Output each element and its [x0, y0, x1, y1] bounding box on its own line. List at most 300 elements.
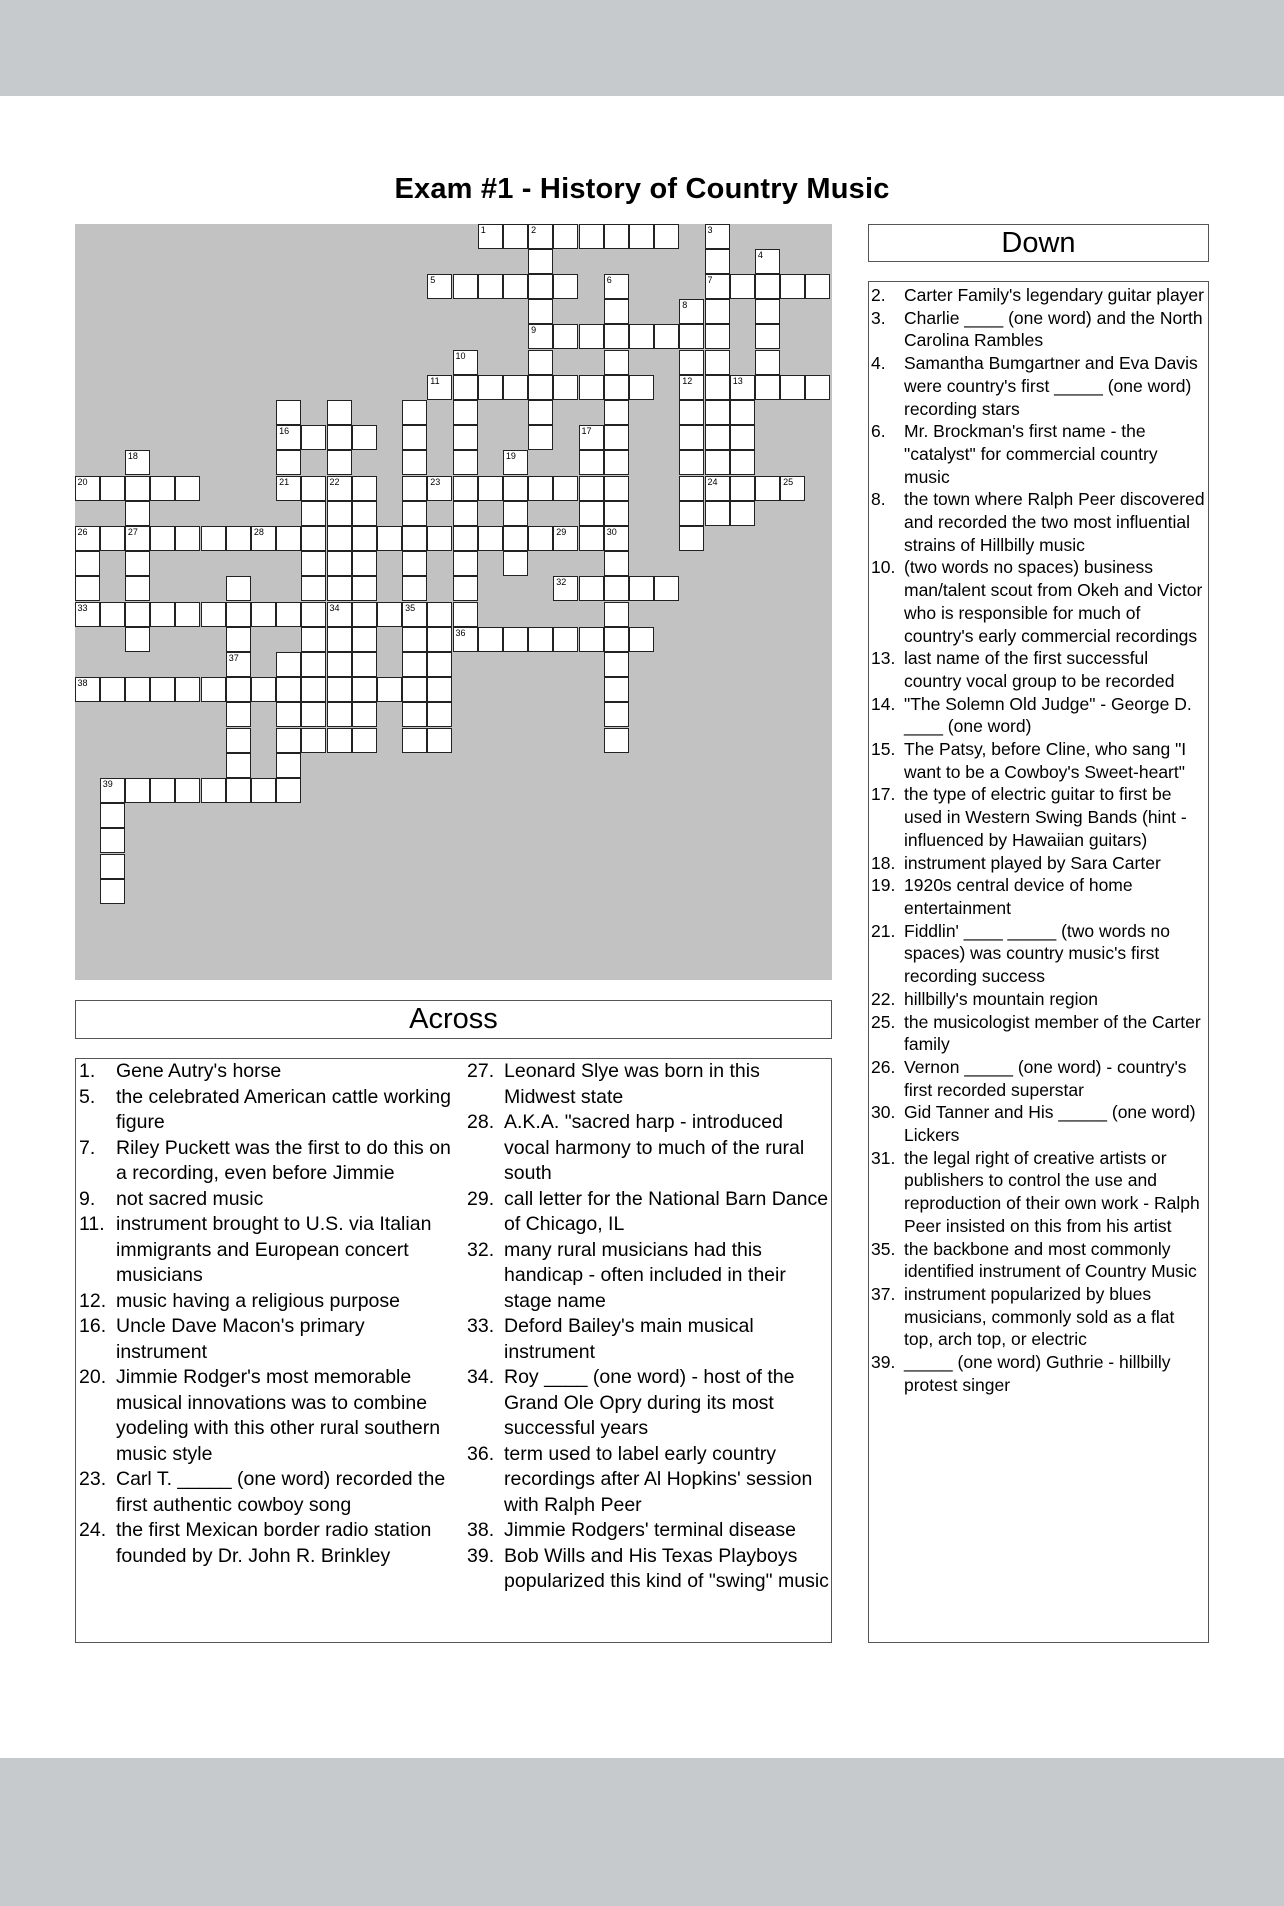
grid-cell[interactable] [503, 375, 528, 400]
grid-cell[interactable] [679, 501, 704, 526]
grid-cell[interactable] [755, 299, 780, 324]
grid-cell[interactable] [125, 526, 150, 551]
grid-cell[interactable] [175, 476, 200, 501]
grid-cell[interactable] [755, 274, 780, 299]
grid-cell[interactable] [553, 576, 578, 601]
grid-cell[interactable] [327, 677, 352, 702]
grid-cell[interactable] [755, 350, 780, 375]
across-clue [79, 1085, 453, 1136]
grid-cell[interactable] [805, 375, 830, 400]
across-clue [467, 1442, 829, 1519]
cell-number: 26 [77, 526, 88, 537]
clue-number: 4. [871, 353, 886, 374]
grid-cell[interactable] [100, 778, 125, 803]
down-clue [871, 1351, 1205, 1396]
grid-cell[interactable] [528, 224, 553, 249]
grid-cell[interactable] [352, 652, 377, 677]
grid-cell[interactable] [478, 627, 503, 652]
clue-number: 14. [871, 693, 896, 714]
clue-text: "The Solemn Old Judge" - George D. ____ (one word) [904, 693, 1192, 737]
grid-cell[interactable] [100, 854, 125, 879]
grid-cell[interactable] [276, 400, 301, 425]
grid-cell[interactable] [352, 476, 377, 501]
clue-number: 18. [871, 852, 896, 873]
grid-cell[interactable] [679, 425, 704, 450]
grid-cell[interactable] [125, 476, 150, 501]
grid-cell[interactable] [352, 551, 377, 576]
clue-number: 33. [467, 1315, 495, 1337]
grid-cell[interactable] [327, 576, 352, 601]
grid-cell[interactable] [175, 778, 200, 803]
grid-cell[interactable] [427, 728, 452, 753]
grid-cell[interactable] [125, 602, 150, 627]
grid-cell[interactable] [150, 602, 175, 627]
down-clue [871, 556, 1205, 647]
grid-cell[interactable] [730, 450, 755, 475]
grid-cell[interactable] [276, 702, 301, 727]
grid-cell[interactable] [276, 652, 301, 677]
grid-cell[interactable] [226, 652, 251, 677]
grid-cell[interactable] [301, 425, 326, 450]
grid-cell[interactable] [503, 450, 528, 475]
grid-cell[interactable] [755, 375, 780, 400]
grid-cell[interactable] [75, 476, 100, 501]
grid-cell[interactable] [402, 450, 427, 475]
grid-cell[interactable] [327, 551, 352, 576]
grid-cell[interactable] [402, 551, 427, 576]
clue-number: 7. [79, 1136, 96, 1159]
grid-cell[interactable] [528, 324, 553, 349]
clue-number: 11. [79, 1213, 105, 1235]
grid-cell[interactable] [528, 249, 553, 274]
grid-cell[interactable] [402, 501, 427, 526]
cell-number: 28 [253, 526, 264, 537]
grid-cell[interactable] [503, 501, 528, 526]
grid-cell[interactable] [301, 652, 326, 677]
grid-cell[interactable] [453, 400, 478, 425]
grid-cell[interactable] [553, 324, 578, 349]
grid-cell[interactable] [579, 476, 604, 501]
grid-cell[interactable] [805, 274, 830, 299]
grid-cell[interactable] [327, 526, 352, 551]
grid-cell[interactable] [301, 526, 326, 551]
grid-cell[interactable] [528, 400, 553, 425]
grid-cell[interactable] [528, 375, 553, 400]
grid-cell[interactable] [276, 677, 301, 702]
grid-cell[interactable] [402, 576, 427, 601]
grid-cell[interactable] [175, 526, 200, 551]
grid-cell[interactable] [528, 476, 553, 501]
grid-cell[interactable] [780, 274, 805, 299]
grid-cell[interactable] [226, 576, 251, 601]
grid-cell[interactable] [453, 526, 478, 551]
grid-cell[interactable] [150, 526, 175, 551]
grid-cell[interactable] [352, 602, 377, 627]
clue-text: Fiddlin' ____ _____ (two words no spaces) was country music's first recording success [904, 920, 1171, 987]
cell-number: 22 [329, 476, 340, 487]
grid-cell[interactable] [251, 602, 276, 627]
grid-cell[interactable] [402, 476, 427, 501]
grid-cell[interactable] [629, 375, 654, 400]
grid-cell[interactable] [579, 324, 604, 349]
grid-cell[interactable] [352, 627, 377, 652]
grid-cell[interactable] [453, 627, 478, 652]
clue-number: 13. [871, 648, 896, 669]
grid-cell[interactable] [528, 350, 553, 375]
grid-cell[interactable] [352, 501, 377, 526]
grid-cell[interactable] [377, 602, 402, 627]
grid-cell[interactable] [579, 501, 604, 526]
grid-cell[interactable] [478, 526, 503, 551]
clue-text: the town where Ralph Peer discovered and recorded the two most influential strains of Hillbilly music [904, 489, 1205, 555]
clue-number: 24. [79, 1519, 107, 1541]
grid-cell[interactable] [755, 476, 780, 501]
grid-cell[interactable] [730, 501, 755, 526]
grid-cell[interactable] [604, 576, 629, 601]
grid-cell[interactable] [276, 753, 301, 778]
grid-cell[interactable] [276, 476, 301, 501]
grid-cell[interactable] [301, 702, 326, 727]
grid-cell[interactable] [352, 526, 377, 551]
grid-cell[interactable] [327, 425, 352, 450]
grid-cell[interactable] [100, 828, 125, 853]
grid-cell[interactable] [679, 299, 704, 324]
grid-cell[interactable] [377, 677, 402, 702]
grid-cell[interactable] [125, 450, 150, 475]
grid-cell[interactable] [604, 627, 629, 652]
grid-cell[interactable] [427, 702, 452, 727]
cell-number: 36 [455, 627, 466, 638]
grid-cell[interactable] [100, 602, 125, 627]
grid-cell[interactable] [629, 224, 654, 249]
grid-cell[interactable] [150, 778, 175, 803]
down-clue [871, 920, 1205, 988]
grid-cell[interactable] [427, 602, 452, 627]
grid-cell[interactable] [780, 375, 805, 400]
grid-cell[interactable] [125, 576, 150, 601]
grid-cell[interactable] [604, 425, 629, 450]
clue-number: 16. [79, 1315, 107, 1337]
grid-cell[interactable] [301, 728, 326, 753]
grid-cell[interactable] [201, 778, 226, 803]
grid-cell[interactable] [125, 778, 150, 803]
grid-cell[interactable] [604, 526, 629, 551]
grid-cell[interactable] [276, 778, 301, 803]
clue-number: 12. [79, 1289, 107, 1312]
grid-cell[interactable] [705, 249, 730, 274]
grid-cell[interactable] [679, 526, 704, 551]
down-clue [871, 783, 1205, 851]
down-clue [871, 352, 1205, 420]
grid-cell[interactable] [629, 576, 654, 601]
grid-cell[interactable] [604, 450, 629, 475]
grid-cell[interactable] [654, 324, 679, 349]
grid-cell[interactable] [730, 400, 755, 425]
grid-cell[interactable] [125, 501, 150, 526]
grid-cell[interactable] [352, 425, 377, 450]
grid-cell[interactable] [100, 526, 125, 551]
grid-cell[interactable] [226, 728, 251, 753]
grid-cell[interactable] [75, 576, 100, 601]
grid-cell[interactable] [75, 602, 100, 627]
grid-cell[interactable] [402, 400, 427, 425]
grid-cell[interactable] [427, 526, 452, 551]
grid-cell[interactable] [579, 224, 604, 249]
grid-cell[interactable] [604, 299, 629, 324]
cell-number: 2 [531, 224, 537, 235]
grid-cell[interactable] [226, 627, 251, 652]
grid-cell[interactable] [604, 224, 629, 249]
grid-cell[interactable] [402, 652, 427, 677]
grid-cell[interactable] [755, 249, 780, 274]
grid-cell[interactable] [654, 576, 679, 601]
grid-cell[interactable] [402, 602, 427, 627]
grid-cell[interactable] [453, 450, 478, 475]
grid-cell[interactable] [226, 602, 251, 627]
grid-cell[interactable] [730, 476, 755, 501]
grid-cell[interactable] [453, 425, 478, 450]
grid-cell[interactable] [679, 450, 704, 475]
grid-cell[interactable] [478, 224, 503, 249]
grid-cell[interactable] [705, 324, 730, 349]
grid-cell[interactable] [730, 375, 755, 400]
grid-cell[interactable] [730, 425, 755, 450]
grid-cell[interactable] [352, 576, 377, 601]
grid-cell[interactable] [352, 702, 377, 727]
grid-cell[interactable] [453, 476, 478, 501]
grid-cell[interactable] [503, 274, 528, 299]
grid-cell[interactable] [654, 224, 679, 249]
grid-cell[interactable] [553, 476, 578, 501]
grid-cell[interactable] [705, 299, 730, 324]
grid-cell[interactable] [201, 677, 226, 702]
grid-cell[interactable] [125, 627, 150, 652]
grid-cell[interactable] [327, 627, 352, 652]
grid-cell[interactable] [150, 476, 175, 501]
grid-cell[interactable] [604, 476, 629, 501]
grid-cell[interactable] [352, 677, 377, 702]
grid-cell[interactable] [427, 677, 452, 702]
grid-cell[interactable] [251, 526, 276, 551]
grid-cell[interactable] [528, 526, 553, 551]
grid-cell[interactable] [276, 728, 301, 753]
grid-cell[interactable] [301, 602, 326, 627]
grid-cell[interactable] [327, 702, 352, 727]
across-heading: Across [75, 1000, 832, 1039]
grid-cell[interactable] [503, 224, 528, 249]
grid-cell[interactable] [377, 526, 402, 551]
grid-cell[interactable] [604, 702, 629, 727]
grid-cell[interactable] [604, 652, 629, 677]
grid-cell[interactable] [427, 274, 452, 299]
grid-cell[interactable] [503, 476, 528, 501]
grid-cell[interactable] [402, 677, 427, 702]
grid-cell[interactable] [705, 425, 730, 450]
grid-cell[interactable] [226, 677, 251, 702]
grid-cell[interactable] [528, 299, 553, 324]
grid-cell[interactable] [453, 551, 478, 576]
grid-cell[interactable] [604, 274, 629, 299]
grid-cell[interactable] [175, 602, 200, 627]
grid-cell[interactable] [629, 627, 654, 652]
grid-cell[interactable] [679, 476, 704, 501]
grid-cell[interactable] [705, 350, 730, 375]
grid-cell[interactable] [327, 602, 352, 627]
grid-cell[interactable] [780, 476, 805, 501]
grid-cell[interactable] [125, 551, 150, 576]
grid-cell[interactable] [553, 274, 578, 299]
grid-cell[interactable] [75, 526, 100, 551]
grid-cell[interactable] [604, 728, 629, 753]
grid-cell[interactable] [478, 476, 503, 501]
grid-cell[interactable] [478, 274, 503, 299]
grid-cell[interactable] [579, 375, 604, 400]
clue-number: 8. [871, 489, 886, 510]
across-clue [79, 1467, 453, 1518]
grid-cell[interactable] [251, 778, 276, 803]
across-clue [79, 1136, 453, 1187]
down-clue [871, 1283, 1205, 1351]
grid-cell[interactable] [100, 677, 125, 702]
grid-cell[interactable] [100, 803, 125, 828]
grid-cell[interactable] [453, 350, 478, 375]
grid-cell[interactable] [553, 375, 578, 400]
grid-cell[interactable] [604, 501, 629, 526]
grid-cell[interactable] [276, 602, 301, 627]
clue-number: 30. [871, 1102, 896, 1123]
grid-cell[interactable] [604, 375, 629, 400]
grid-cell[interactable] [453, 375, 478, 400]
grid-cell[interactable] [604, 602, 629, 627]
clue-text: Samantha Bumgartner and Eva Davis were country's first _____ (one word) recording stars [904, 353, 1198, 419]
grid-cell[interactable] [528, 425, 553, 450]
grid-cell[interactable] [125, 677, 150, 702]
clue-text: Carter Family's legendary guitar player [904, 285, 1204, 305]
grid-cell[interactable] [478, 375, 503, 400]
grid-cell[interactable] [604, 400, 629, 425]
grid-cell[interactable] [705, 274, 730, 299]
grid-cell[interactable] [503, 526, 528, 551]
grid-cell[interactable] [327, 728, 352, 753]
grid-cell[interactable] [705, 375, 730, 400]
grid-cell[interactable] [579, 425, 604, 450]
grid-cell[interactable] [503, 551, 528, 576]
grid-cell[interactable] [427, 627, 452, 652]
down-clue [871, 874, 1205, 919]
grid-cell[interactable] [352, 728, 377, 753]
grid-cell[interactable] [705, 450, 730, 475]
grid-cell[interactable] [679, 375, 704, 400]
grid-cell[interactable] [679, 324, 704, 349]
grid-cell[interactable] [100, 476, 125, 501]
grid-cell[interactable] [276, 450, 301, 475]
grid-cell[interactable] [705, 501, 730, 526]
grid-cell[interactable] [579, 450, 604, 475]
grid-cell[interactable] [705, 400, 730, 425]
down-clue [871, 307, 1205, 352]
grid-cell[interactable] [201, 526, 226, 551]
cell-number: 35 [405, 602, 416, 613]
grid-cell[interactable] [579, 576, 604, 601]
clue-text: many rural musicians had this handicap - often included in their stage name [504, 1238, 786, 1312]
grid-cell[interactable] [579, 526, 604, 551]
grid-cell[interactable] [604, 677, 629, 702]
grid-cell[interactable] [705, 476, 730, 501]
grid-cell[interactable] [301, 576, 326, 601]
grid-cell[interactable] [604, 350, 629, 375]
across-clue [467, 1314, 829, 1365]
grid-cell[interactable] [453, 274, 478, 299]
grid-cell[interactable] [301, 627, 326, 652]
grid-cell[interactable] [402, 526, 427, 551]
grid-cell[interactable] [553, 526, 578, 551]
grid-cell[interactable] [604, 324, 629, 349]
grid-cell[interactable] [453, 602, 478, 627]
grid-cell[interactable] [226, 753, 251, 778]
grid-cell[interactable] [150, 677, 175, 702]
grid-cell[interactable] [226, 702, 251, 727]
grid-cell[interactable] [327, 501, 352, 526]
grid-cell[interactable] [730, 274, 755, 299]
clue-text: Gene Autry's horse [116, 1060, 282, 1082]
grid-cell[interactable] [402, 702, 427, 727]
grid-cell[interactable] [427, 375, 452, 400]
grid-cell[interactable] [251, 677, 276, 702]
grid-cell[interactable] [301, 551, 326, 576]
grid-cell[interactable] [276, 526, 301, 551]
grid-cell[interactable] [755, 324, 780, 349]
clue-text: instrument played by Sara Carter [904, 852, 1161, 873]
grid-cell[interactable] [327, 652, 352, 677]
grid-cell[interactable] [301, 501, 326, 526]
grid-cell[interactable] [453, 501, 478, 526]
clue-number: 37. [871, 1283, 896, 1304]
grid-cell[interactable] [75, 677, 100, 702]
clue-number: 21. [871, 920, 896, 941]
grid-cell[interactable] [427, 476, 452, 501]
grid-cell[interactable] [604, 551, 629, 576]
grid-cell[interactable] [553, 224, 578, 249]
clue-number: 35. [871, 1238, 896, 1259]
grid-cell[interactable] [100, 879, 125, 904]
grid-cell[interactable] [427, 652, 452, 677]
grid-cell[interactable] [201, 602, 226, 627]
grid-cell[interactable] [579, 627, 604, 652]
grid-cell[interactable] [402, 425, 427, 450]
grid-cell[interactable] [226, 526, 251, 551]
grid-cell[interactable] [402, 728, 427, 753]
grid-cell[interactable] [528, 627, 553, 652]
grid-cell[interactable] [175, 677, 200, 702]
grid-cell[interactable] [705, 224, 730, 249]
grid-cell[interactable] [679, 400, 704, 425]
grid-cell[interactable] [553, 627, 578, 652]
grid-cell[interactable] [327, 450, 352, 475]
grid-cell[interactable] [402, 627, 427, 652]
grid-cell[interactable] [301, 476, 326, 501]
grid-cell[interactable] [226, 778, 251, 803]
grid-cell[interactable] [503, 627, 528, 652]
grid-cell[interactable] [629, 324, 654, 349]
grid-cell[interactable] [75, 551, 100, 576]
grid-cell[interactable] [276, 425, 301, 450]
grid-cell[interactable] [679, 350, 704, 375]
grid-cell[interactable] [327, 476, 352, 501]
grid-cell[interactable] [453, 576, 478, 601]
grid-cell[interactable] [528, 274, 553, 299]
grid-cell[interactable] [327, 400, 352, 425]
grid-cell[interactable] [301, 677, 326, 702]
